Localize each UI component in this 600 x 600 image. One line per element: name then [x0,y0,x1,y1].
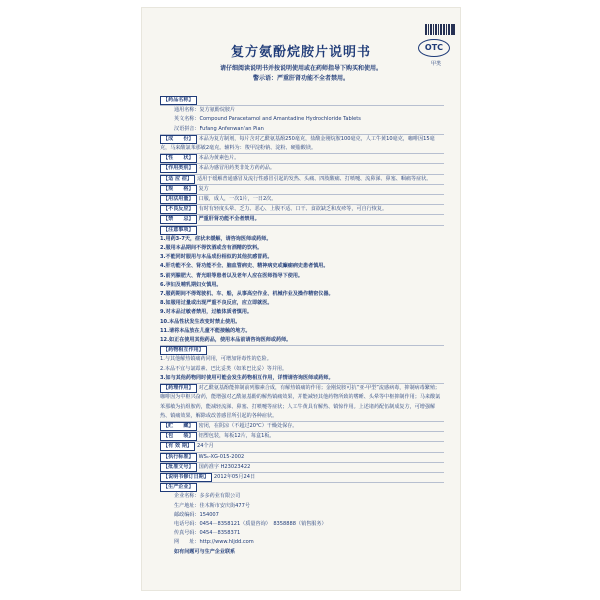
leaflet-paper [142,8,460,590]
package-label: 【包 装】 [160,432,197,441]
properties-label: 【性 状】 [160,154,197,163]
approval-label: 【批准文号】 [160,463,197,472]
cautions-list [160,235,444,346]
storage-label: 【贮 藏】 [160,422,197,431]
caution-item: 10.本品性状发生改变时禁止使用。 [160,318,241,325]
caution-item: 11.请将本品放在儿童不能接触的地方。 [160,327,251,334]
ingredients-text: 本品为复方制剂，每片含对乙酰氨基酚250毫克，盐酸金刚烷胺100毫克，人工牛黄10毫克，咖啡因15毫克，马来酸氯苯那敏2毫克。辅料为：羧甲淀粉钠、淀粉、硬脂酸镁。 [160,135,435,152]
caution-item: 1.用药3-7天，症状未缓解，请咨询医师或药师。 [160,235,272,242]
interaction-item: 3.如与其他药物同时使用可能会发生药物相互作用，详情请咨询医师或药师。 [160,374,444,384]
caution-item: 12.如正在使用其他药品，使用本品前请咨询医师或药师。 [160,336,444,346]
revision-label: 【说明书修订日期】 [160,473,212,482]
notice-line-1: 请仔细阅读说明书并按说明使用或在药师指导下购买和使用。 [219,65,382,72]
pinyin-name: 汉语拼音：Fufang Anfenwan'an Pian [160,125,444,135]
section-adverse-reactions [160,205,444,215]
otc-category: 甲类 [430,61,441,67]
section-properties [160,154,444,164]
revision-text: 2012年05月24日 [213,473,256,480]
section-revision-date [160,473,444,483]
storage-text: 密闭，在阴凉（不超过20℃）干燥处保存。 [198,422,298,429]
company-website: 网 址：http://www.hljdd.com [174,539,254,546]
company-fax: 传真号码：0454－8358371 [174,530,241,537]
company-postcode: 邮政编码：154007 [174,511,219,518]
caution-item: 6.孕妇及哺乳期妇女慎用。 [160,281,222,288]
section-spec [160,185,444,195]
contra-text: 严重肝肾功能不全者禁用。 [198,216,260,223]
interaction-item: 1.与其他解热镇痛药同用，可增加肾毒性的危险。 [160,356,272,363]
category-label: 【作用类别】 [160,164,197,173]
standard-text: WS₁-XG-015-2002 [198,453,245,460]
notice-line-2: 警示语：严重肝肾功能不全者禁用。 [252,75,349,82]
drug-name-label: 【药品名称】 [160,96,197,105]
section-category [160,164,444,174]
company-address: 生产地址：佳木斯市安庆街477号 [174,502,250,509]
caution-item: 4.肝功能不全、肾功能不全、脑血管病史、精神病史或癫痫病史患者慎用。 [160,263,329,270]
indications-label: 【适 应 症】 [160,175,195,184]
section-storage [160,422,444,432]
ingredients-label: 【成 份】 [160,135,197,144]
company-phone: 电话号码：0454－8358121（质量咨询） 8358888（销售服务） [174,520,327,527]
common-name: 通用名称：复方氨酚烷胺片 [174,107,236,114]
section-approval [160,463,444,473]
section-drug-name [160,96,444,106]
package-text: 铝塑包装，每板12片，每盒1板。 [198,433,275,440]
company-name: 企业名称：多多药业有限公司 [174,493,241,500]
section-manufacturer [160,483,444,492]
usage-text: 口服，成人，一次1片，一日2次。 [198,196,277,203]
adverse-label: 【不良反应】 [160,205,197,214]
section-standard [160,453,444,463]
leaflet-content [160,96,444,557]
section-package [160,432,444,442]
contra-label: 【禁 忌】 [160,215,197,224]
interactions-list [160,355,444,384]
pharm-label: 【药理作用】 [160,384,197,393]
barcode [425,24,455,35]
notice-block [156,64,446,84]
section-cautions [160,226,444,235]
standard-label: 【执行标准】 [160,453,197,462]
section-interactions [160,346,444,355]
section-ingredients [160,135,444,154]
caution-item: 3.不能同时服用与本品成份相似的其他抗感冒药。 [160,254,273,261]
adverse-text: 有时有轻度头晕、乏力、恶心、上腹不适、口干、食欲缺乏和皮疹等，可自行恢复。 [198,206,388,213]
otc-badge: OTC [418,39,450,57]
section-validity [160,442,444,452]
cautions-label: 【注意事项】 [160,226,197,235]
validity-label: 【有 效 期】 [160,442,195,451]
indications-text: 适用于缓解普通感冒及流行性感冒引起的发热、头痛、四肢酸痛、打喷嚏、流鼻涕、鼻塞、咽痛等症状。 [197,175,432,182]
category-text: 本品为感冒用药类非处方药药品。 [198,165,275,172]
usage-label: 【用法用量】 [160,195,197,204]
section-contraindications [160,215,444,225]
footer-note: 如有问题可与生产企业联系 [174,548,236,555]
approval-text: 国药准字 H23023422 [198,463,251,470]
spec-label: 【规 格】 [160,185,197,194]
caution-item: 8.如服用过量或出现严重不良反应，应立即就医。 [160,300,273,307]
validity-text: 24个月 [197,443,214,450]
pharm-text: 对乙酰氨基酚能抑制前列腺素合成，有解热镇痛的作用；金刚烷胺可抗“亚-甲型”流感病毒，抑制病毒繁殖；咖啡因为中枢兴奋药，能增强对乙酰氨基酚的解热镇痛效果，并能减轻其他药物所致的嗜睡、头晕等中枢抑制作用；马来酸氯苯那敏为抗组胺药，能减轻流涕、鼻塞、打喷嚏等症状；人工牛黄具有解热、镇惊作用。上述诸药配伍制成复方，可增强解热、镇痛效果，解除或改善感冒所引起的各种症状。 [160,385,441,419]
caution-item: 5.前列腺肥大、青光眼等患者以及老年人应在医师指导下使用。 [160,272,304,279]
properties-text: 本品为黄素色片。 [198,155,240,162]
interactions-label: 【药物相互作用】 [160,346,207,355]
english-name: 英文名称：Compound Paracetamol and Amantadine Hydrochloride Tablets [174,116,361,123]
caution-item: 7.服药期间不得驾驶机、车、船，从事高空作业、机械作业及操作精密仪器。 [160,291,334,298]
section-indications [160,175,444,185]
caution-item: 9.对本品过敏者禁用，过敏体质者慎用。 [160,309,253,316]
interaction-item: 2.本品不宜与氯霉素、巴比妥类（如苯巴比妥）等并用。 [160,365,288,372]
section-usage [160,195,444,205]
manufacturer-label: 【生产企业】 [160,483,197,492]
document-title: 复方氨酚烷胺片说明书 [230,45,371,60]
caution-item: 2.服用本品期间不得饮酒或含有酒精的饮料。 [160,245,263,252]
spec-text: 复方 [198,185,209,192]
section-pharmacology [160,384,444,422]
